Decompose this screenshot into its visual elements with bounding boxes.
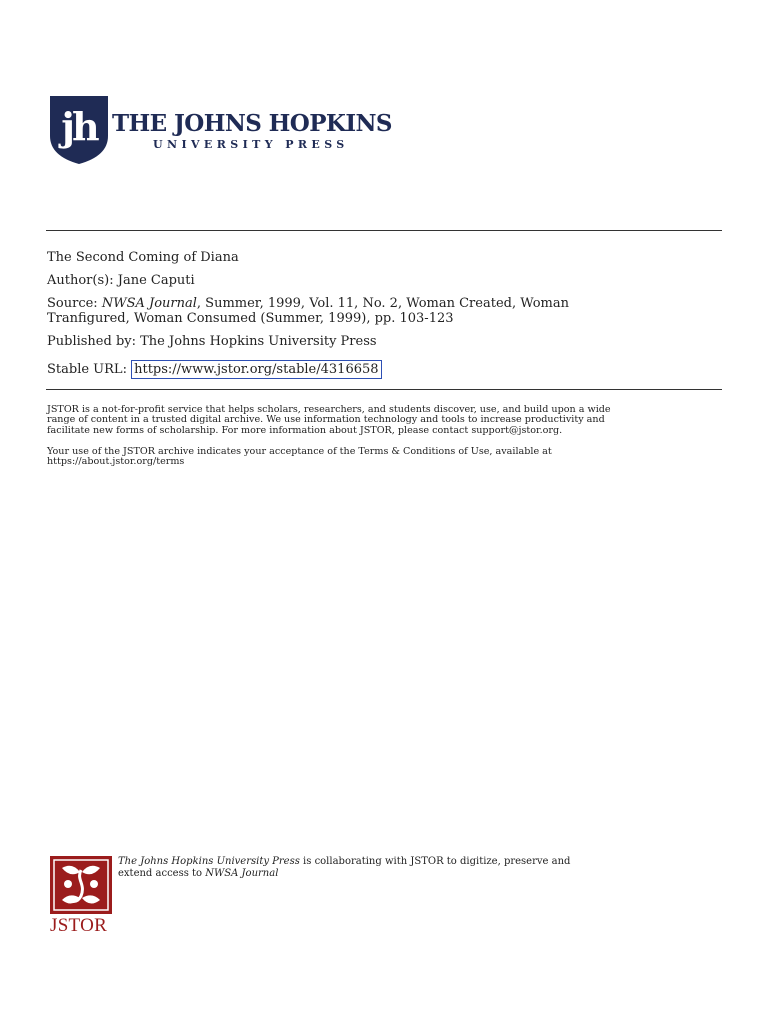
jh-shield-icon xyxy=(50,96,108,164)
jstor-emblem-icon xyxy=(50,856,112,914)
svg-text:jh: jh xyxy=(61,104,97,149)
stable-url-row: Stable URL: https://www.jstor.org/stable/4316658 xyxy=(47,362,382,377)
article-publisher: Published by: The Johns Hopkins University Press xyxy=(47,334,377,349)
bottom-divider xyxy=(46,389,722,390)
jstor-logo xyxy=(50,856,114,936)
terms-notice-paragraph: Your use of the JSTOR archive indicates your acceptance of the Terms & Conditions of Use, available at https://about.jstor.org/terms xyxy=(47,446,552,468)
article-source: Source: NWSA Journal, Summer, 1999, Vol. 11, No. 2, Woman Created, Woman Tranfigured, Woman Consumed (Summer, 1999), pp. 103-123 xyxy=(47,296,569,326)
article-title: The Second Coming of Diana xyxy=(47,250,239,265)
source-journal: NWSA Journal xyxy=(101,296,197,311)
jstor-wordmark: JSTOR xyxy=(50,915,108,936)
publisher-logo xyxy=(50,96,392,166)
collaboration-statement: The Johns Hopkins University Press is collaborating with JSTOR to digitize, preserve and extend access to NWSA Journal xyxy=(118,856,571,879)
publisher-logo-line2: UNIVERSITY PRESS xyxy=(153,138,349,151)
publisher-logo-line1: THE JOHNS HOPKINS xyxy=(112,110,392,137)
stable-url-link[interactable]: https://www.jstor.org/stable/4316658 xyxy=(131,360,381,379)
top-divider xyxy=(46,230,722,231)
jstor-notice-paragraph: JSTOR is a not-for-profit service that helps scholars, researchers, and students discover, use, and build upon a wide range of content in a trusted digital archive. We use information technology and tools to increase productivity and facilitate new forms of scholarship. For more information about JSTOR, please contact support@jstor.org. xyxy=(47,404,611,436)
article-authors: Author(s): Jane Caputi xyxy=(47,273,195,288)
